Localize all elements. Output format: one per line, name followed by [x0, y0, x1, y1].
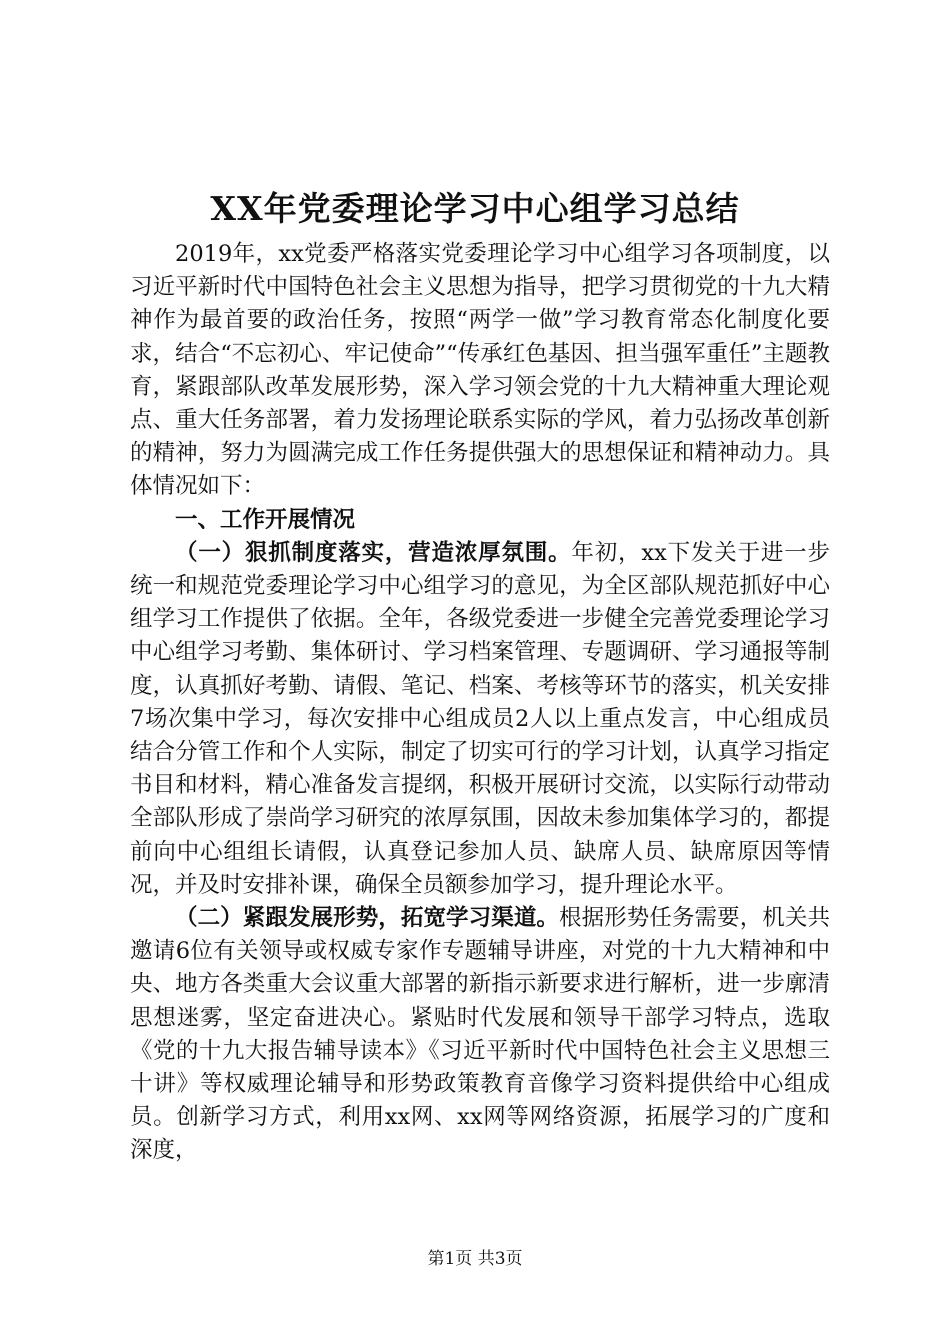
paragraph-item-2 — [130, 902, 830, 1168]
section-heading-work-status: 一、工作开展情况 — [175, 506, 356, 533]
item-1-lead: （一）狠抓制度落实，营造浓厚氛围。 — [175, 539, 572, 566]
document-title: XX年党委理论学习中心组学习总结 — [210, 189, 740, 228]
item-2-lead: （二）紧跟发展形势，拓宽学习渠道。 — [175, 905, 559, 932]
item-1-body: 年初，xx下发关于进一步统一和规范党委理论学习中心组学习的意见，为全区部队规范抓好中心组学习工作提供了依据。全年，各级党委进一步健全完善党委理论学习中心组学习考勤、集体研讨、学习档案管理、专题调研、学习通报等制度，认真抓好考勤、请假、笔记、档案、考核等环节的落实，机关安排7场次集中学习，每次安排中心组成员2人以上重点发言，中心组成员结合分管工作和个人实际，制定了切实可行的学习计划，认真学习指定书目和材料，精心准备发言提纲，积极开展研讨交流，以实际行动带动全部队形成了崇尚学习研究的浓厚氛围，因故未参加集体学习的，都提前向中心组组长请假，认真登记参加人员、缺席人员、缺席原因等情况，并及时安排补课，确保全员额参加学习，提升理论水平。 — [130, 539, 830, 898]
paragraph-item-1 — [130, 537, 830, 902]
item-2-body: 根据形势任务需要，机关共邀请6位有关领导或权威专家作专题辅导讲座，对党的十九大精神和中央、地方各类重大会议重大部署的新指示新要求进行解析，进一步廓清思想迷雾，坚定奋进决心。紧贴时代发展和领导干部学习特点，选取《党的十九大报告辅导读本》《习近平新时代中国特色社会主义思想三十讲》等权威理论辅导和形势政策教育音像学习资料提供给中心组成员。创新学习方式，利用xx网、xx网等网络资源，拓展学习的广度和深度， — [130, 905, 830, 1164]
intro-paragraph: 2019年，xx党委严格落实党委理论学习中心组学习各项制度，以习近平新时代中国特色社会主义思想为指导，把学习贯彻党的十九大精神作为最首要的政治任务，按照“两学一做”学习教育常态化制度化要求，结合“不忘初心、牢记使命”“传承红色基因、担当强军重任”主题教育，紧跟部队改革发展形势，深入学习领会党的十九大精神重大理论观点、重大任务部署，着力发扬理论联系实际的学风，着力弘扬改革创新的精神，努力为圆满完成工作任务提供强大的思想保证和精神动力。具体情况如下： — [130, 241, 830, 500]
page-number-footer: 第1页 共3页 — [427, 1249, 523, 1269]
document-body — [130, 238, 830, 1168]
